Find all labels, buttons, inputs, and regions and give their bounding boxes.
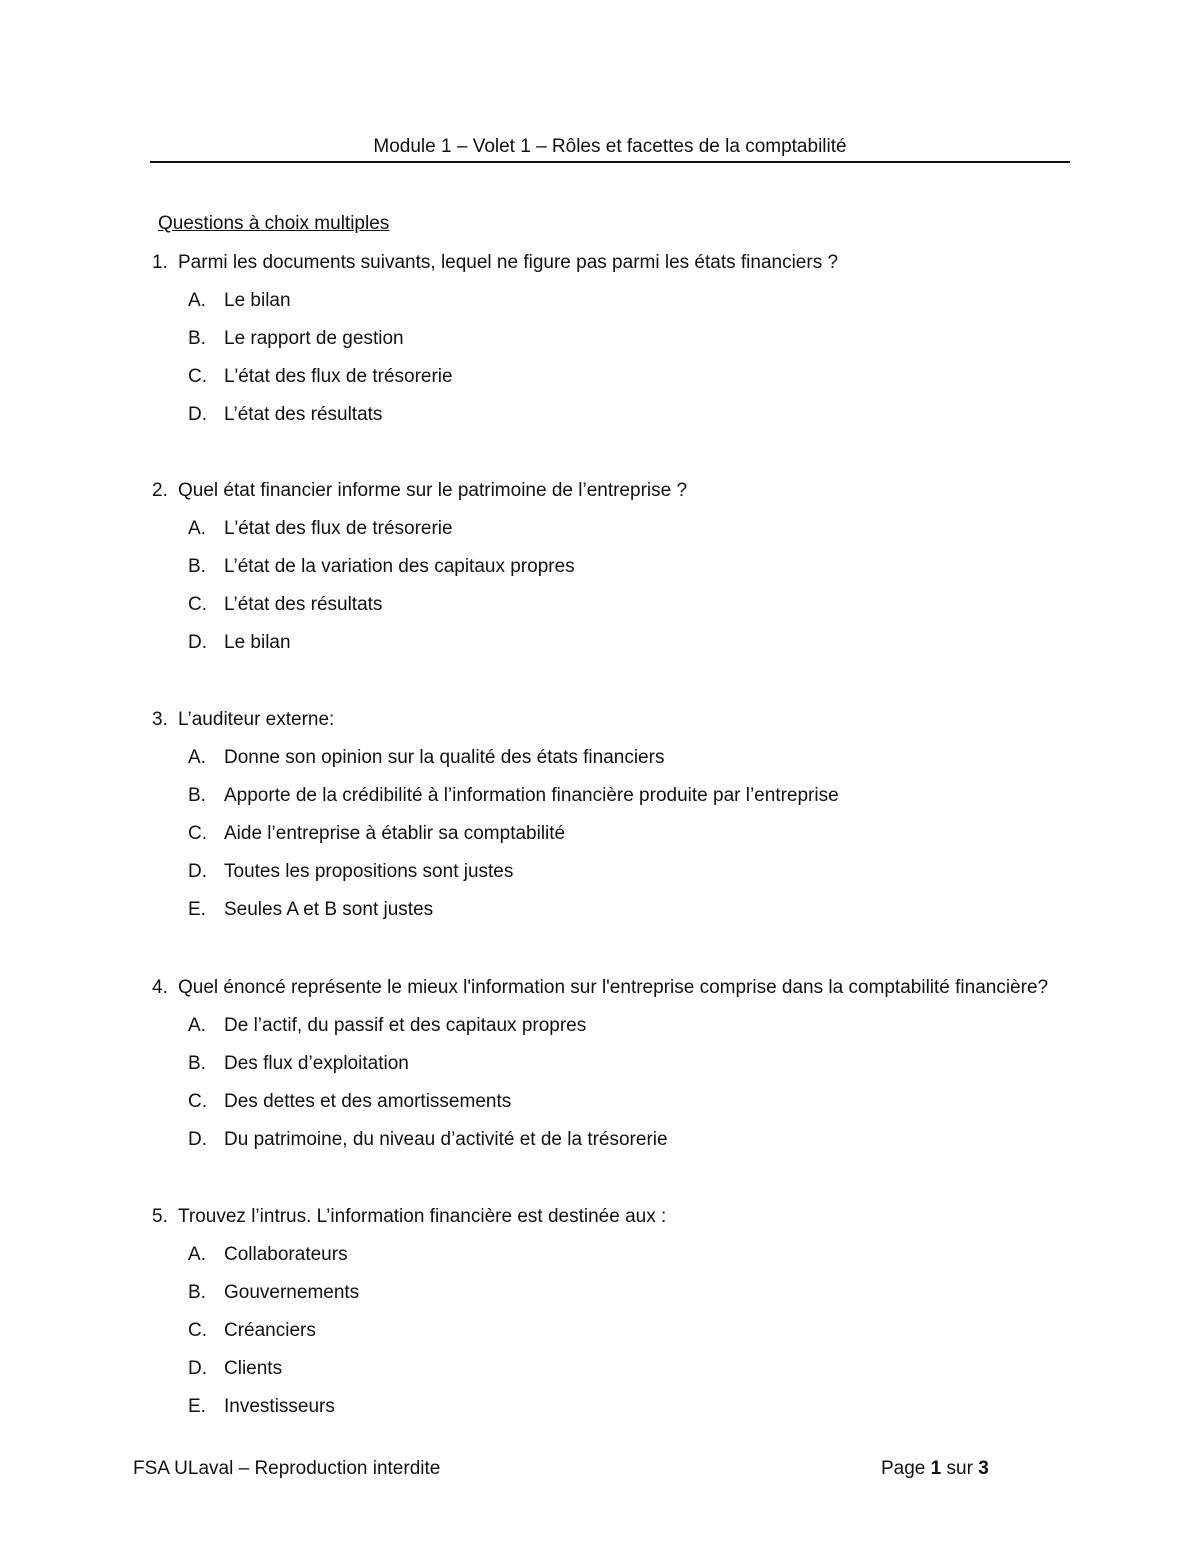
option-text: Du patrimoine, du niveau d’activité et de la trésorerie — [224, 1129, 668, 1150]
answer-option — [152, 821, 1072, 859]
option-text: L'état des flux de trésorerie — [224, 518, 453, 539]
question-5 — [152, 1204, 1072, 1432]
answer-option — [152, 897, 1072, 935]
answer-option — [152, 402, 1072, 440]
page-of-label: sur — [946, 1458, 973, 1479]
option-text: Donne son opinion sur la qualité des états financiers — [224, 747, 665, 768]
answer-option — [152, 1356, 1072, 1394]
option-letter: C. — [188, 1320, 207, 1341]
answer-option — [152, 783, 1072, 821]
answer-option — [152, 1318, 1072, 1356]
option-letter: D. — [188, 632, 207, 653]
question-2 — [152, 478, 1072, 668]
footer-page-number — [881, 1456, 989, 1482]
answer-option — [152, 1280, 1072, 1318]
question-text: Parmi les documents suivants, lequel ne figure pas parmi les états financiers ? — [178, 252, 839, 273]
option-letter: C. — [188, 366, 207, 387]
answer-option — [152, 364, 1072, 402]
option-letter: A. — [188, 290, 206, 311]
option-letter: B. — [188, 1282, 206, 1303]
answer-option — [152, 859, 1072, 897]
option-text: L’état des résultats — [224, 594, 383, 615]
footer-copyright: FSA ULaval – Reproduction interdite — [133, 1458, 441, 1479]
option-text: Toutes les propositions sont justes — [224, 861, 514, 882]
question-text: Quel état financier informe sur le patrimoine de l’entreprise ? — [178, 480, 688, 501]
option-letter: D. — [188, 1129, 207, 1150]
question-4 — [152, 975, 1072, 1165]
option-letter: B. — [188, 556, 206, 577]
question-stem — [152, 707, 1072, 745]
answer-option — [152, 592, 1072, 630]
question-number: 5. — [152, 1206, 168, 1227]
option-text: Gouvernements — [224, 1282, 360, 1303]
option-letter: A. — [188, 1015, 206, 1036]
question-number: 4. — [152, 977, 168, 998]
option-letter: E. — [188, 899, 206, 920]
section-title: Questions à choix multiples — [158, 213, 390, 234]
question-text: L’auditeur externe: — [178, 709, 335, 730]
question-number: 1. — [152, 252, 168, 273]
option-text: Le bilan — [224, 290, 291, 311]
option-letter: A. — [188, 518, 206, 539]
answer-option — [152, 326, 1072, 364]
option-letter: A. — [188, 747, 206, 768]
answer-option — [152, 1051, 1072, 1089]
option-letter: B. — [188, 328, 206, 349]
option-letter: D. — [188, 1358, 207, 1379]
option-letter: A. — [188, 1244, 206, 1265]
option-letter: D. — [188, 404, 207, 425]
option-text: Créanciers — [224, 1320, 316, 1341]
page-current: 1 — [930, 1458, 942, 1479]
answer-option — [152, 288, 1072, 326]
option-text: Le rapport de gestion — [224, 328, 404, 349]
question-number: 2. — [152, 480, 168, 501]
page-header-title: Module 1 – Volet 1 – Rôles et facettes de la comptabilité — [150, 134, 1070, 163]
option-letter: C. — [188, 1091, 207, 1112]
answer-option — [152, 1013, 1072, 1051]
answer-option — [152, 630, 1072, 668]
question-stem — [152, 1204, 1072, 1242]
page-label: Page — [881, 1458, 926, 1479]
option-text: Des dettes et des amortissements — [224, 1091, 512, 1112]
question-3 — [152, 707, 1072, 935]
question-1 — [152, 250, 1072, 440]
answer-option — [152, 554, 1072, 592]
page-total: 3 — [978, 1458, 989, 1479]
option-letter: B. — [188, 1053, 206, 1074]
answer-option — [152, 1089, 1072, 1127]
option-text: Clients — [224, 1358, 283, 1379]
answer-option — [152, 1242, 1072, 1280]
question-text: Trouvez l’intrus. L’information financière est destinée aux : — [178, 1206, 667, 1227]
option-text: De l’actif, du passif et des capitaux propres — [224, 1015, 587, 1036]
option-text: Seules A et B sont justes — [224, 899, 434, 920]
option-letter: D. — [188, 861, 207, 882]
answer-option — [152, 745, 1072, 783]
answer-option — [152, 516, 1072, 554]
question-stem — [152, 478, 1072, 516]
option-letter: E. — [188, 1396, 206, 1417]
question-number: 3. — [152, 709, 168, 730]
option-text: Apporte de la crédibilité à l’information financière produite par l’entreprise — [224, 785, 839, 806]
question-text: Quel énoncé représente le mieux l'information sur l'entreprise comprise dans la comptabilité financière? — [178, 977, 1049, 998]
option-text: L’état de la variation des capitaux propres — [224, 556, 575, 577]
option-letter: C. — [188, 594, 207, 615]
option-text: Aide l’entreprise à établir sa comptabilité — [224, 823, 566, 844]
option-text: Collaborateurs — [224, 1244, 348, 1265]
question-stem — [152, 250, 1072, 288]
option-letter: C. — [188, 823, 207, 844]
question-stem — [152, 975, 1072, 1013]
option-text: Le bilan — [224, 632, 291, 653]
answer-option — [152, 1394, 1072, 1432]
answer-option — [152, 1127, 1072, 1165]
option-text: Des flux d’exploitation — [224, 1053, 409, 1074]
option-text: L’état des résultats — [224, 404, 383, 425]
option-text: Investisseurs — [224, 1396, 335, 1417]
option-text: L'état des flux de trésorerie — [224, 366, 453, 387]
option-letter: B. — [188, 785, 206, 806]
